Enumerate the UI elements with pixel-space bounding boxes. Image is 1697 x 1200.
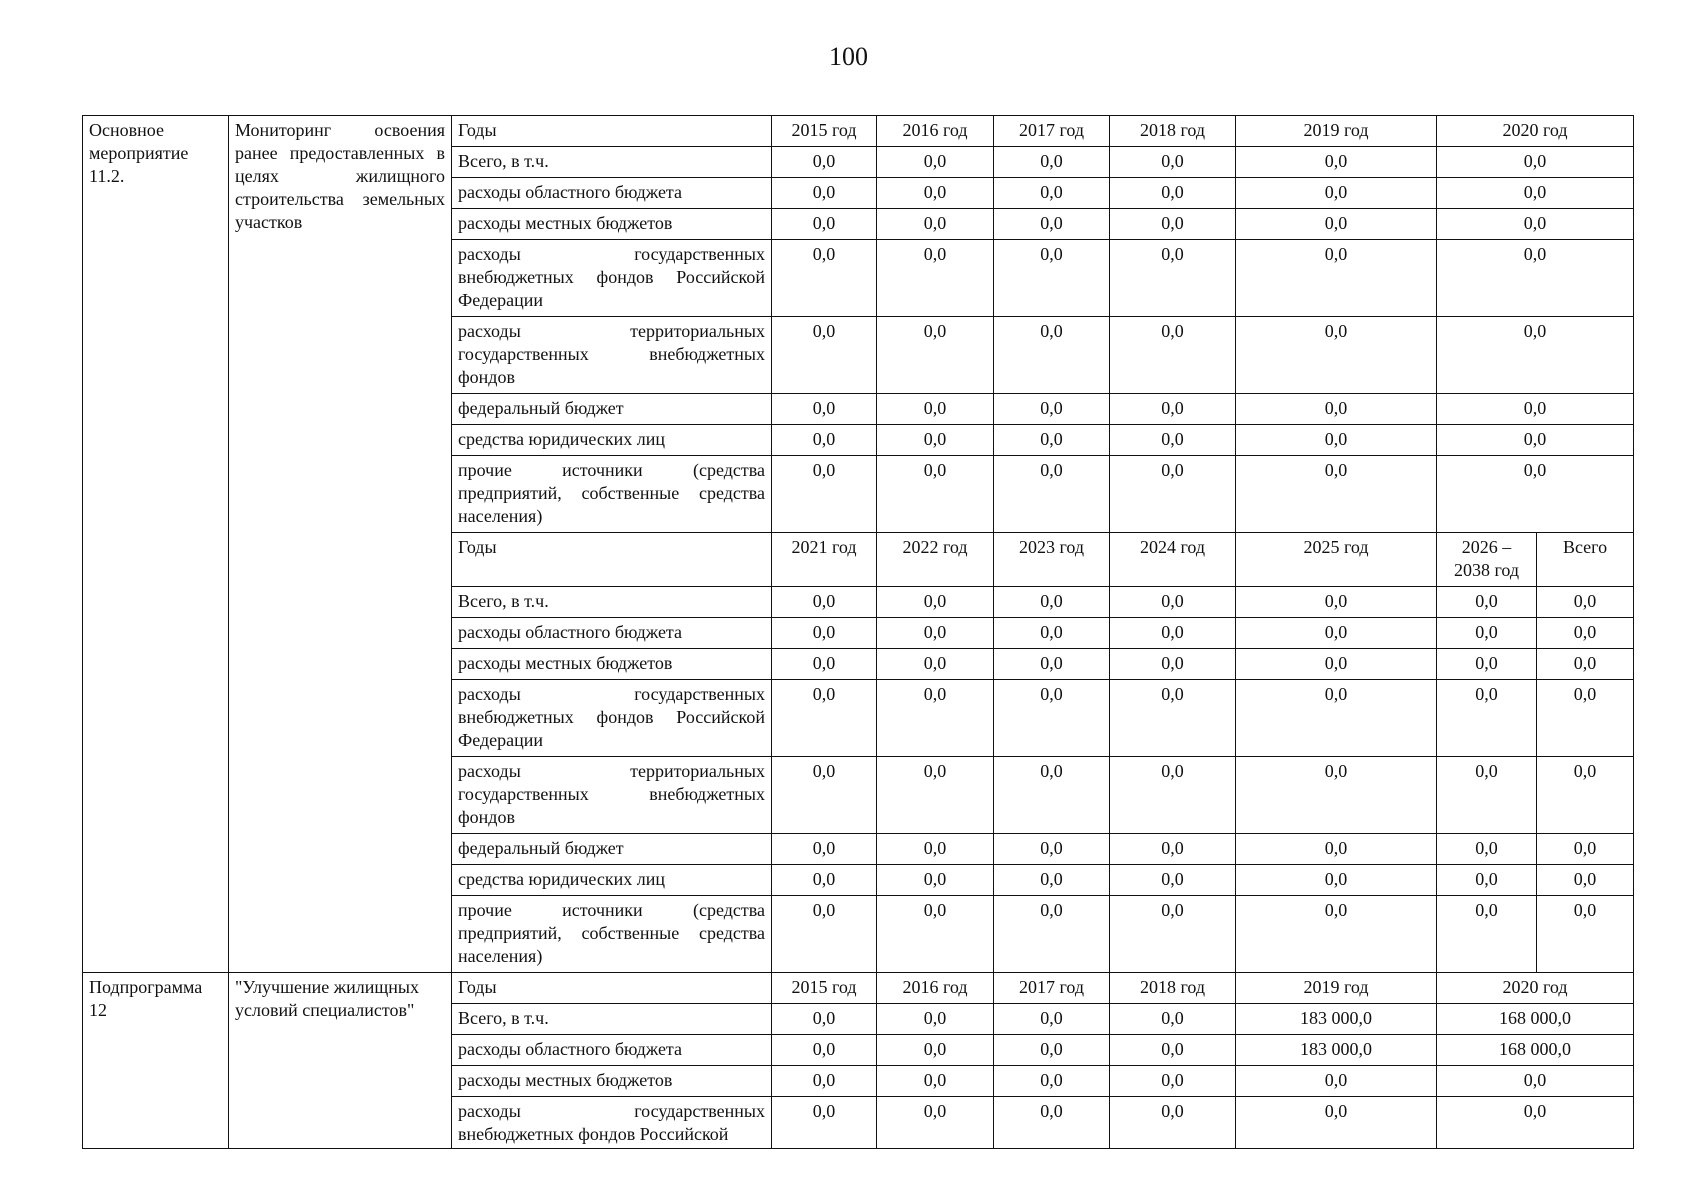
value-cell: 0,0 [1437,865,1537,896]
value-cell: 0,0 [772,680,877,757]
value-cell: 0,0 [772,834,877,865]
value-cell: 0,0 [994,618,1110,649]
value-cell: 0,0 [1110,1035,1236,1066]
value-cell: 0,0 [877,618,994,649]
year-header: 2016 год [877,116,994,147]
value-cell: 0,0 [1437,1097,1634,1149]
value-cell: 0,0 [1437,757,1537,834]
value-cell: 0,0 [772,178,877,209]
value-cell: 0,0 [1236,865,1437,896]
value-cell: 0,0 [1110,649,1236,680]
value-cell: 0,0 [772,1097,877,1149]
value-cell: 0,0 [772,209,877,240]
value-cell: 0,0 [877,649,994,680]
value-cell: 0,0 [1236,680,1437,757]
table-row [83,973,1634,1004]
row-label: прочие источники (средства предприятий, собственные средства населения) [452,456,772,533]
event-code-cell: Основное мероприятие 11.2. [83,116,229,973]
value-cell: 0,0 [772,1066,877,1097]
value-cell: 0,0 [877,1035,994,1066]
value-cell: 0,0 [1437,394,1634,425]
value-cell: 0,0 [772,618,877,649]
value-cell: 0,0 [877,1004,994,1035]
value-cell: 0,0 [994,394,1110,425]
value-cell: 0,0 [1236,178,1437,209]
subprogram-name-cell: "Улучшение жилищных условий специалистов" [229,973,452,1149]
value-cell: 183 000,0 [1236,1004,1437,1035]
value-cell: 0,0 [1110,896,1236,973]
value-cell: 0,0 [1236,209,1437,240]
value-cell: 0,0 [1437,834,1537,865]
value-cell: 0,0 [772,240,877,317]
value-cell: 0,0 [877,757,994,834]
value-cell: 0,0 [1110,394,1236,425]
value-cell: 0,0 [1437,209,1634,240]
value-cell: 0,0 [1110,456,1236,533]
row-label: расходы государственных внебюджетных фондов Российской Федерации [452,240,772,317]
year-header: 2020 год [1437,116,1634,147]
value-cell: 0,0 [1110,317,1236,394]
value-cell: 0,0 [994,456,1110,533]
value-cell: 0,0 [877,865,994,896]
row-label: средства юридических лиц [452,865,772,896]
value-cell: 0,0 [772,1004,877,1035]
year-header: 2019 год [1236,973,1437,1004]
value-cell: 0,0 [877,178,994,209]
row-label: расходы территориальных государственных внебюджетных фондов [452,317,772,394]
value-cell: 0,0 [877,394,994,425]
value-cell: 0,0 [877,1066,994,1097]
value-cell: 0,0 [772,147,877,178]
years-header-label: Годы [452,116,772,147]
value-cell: 0,0 [1110,865,1236,896]
value-cell: 0,0 [1236,649,1437,680]
year-header: 2020 год [1437,973,1634,1004]
year-header: 2024 год [1110,533,1236,587]
row-label: расходы местных бюджетов [452,1066,772,1097]
year-header: 2021 год [772,533,877,587]
row-label: прочие источники (средства предприятий, собственные средства населения) [452,896,772,973]
value-cell: 0,0 [1236,240,1437,317]
value-cell: 0,0 [1110,1097,1236,1149]
row-label: федеральный бюджет [452,834,772,865]
row-label: расходы государственных внебюджетных фондов Российской [452,1097,772,1149]
value-cell: 0,0 [1537,834,1634,865]
value-cell: 0,0 [1110,618,1236,649]
value-cell: 0,0 [1110,1004,1236,1035]
value-cell: 0,0 [1236,147,1437,178]
value-cell: 0,0 [1236,757,1437,834]
value-cell: 0,0 [1437,147,1634,178]
value-cell: 0,0 [994,649,1110,680]
value-cell: 0,0 [994,896,1110,973]
value-cell: 0,0 [877,834,994,865]
value-cell: 0,0 [877,240,994,317]
value-cell: 0,0 [877,456,994,533]
value-cell: 0,0 [877,587,994,618]
year-header: 2017 год [994,116,1110,147]
value-cell: 0,0 [1437,649,1537,680]
event-name-cell: Мониторинг освоения ранее предоставленных в целях жилищного строительства земельных участков [229,116,452,973]
value-cell: 0,0 [1110,680,1236,757]
row-label: расходы местных бюджетов [452,209,772,240]
value-cell: 0,0 [994,587,1110,618]
value-cell: 0,0 [994,1004,1110,1035]
value-cell: 0,0 [994,178,1110,209]
value-cell: 0,0 [994,317,1110,394]
value-cell: 0,0 [1110,240,1236,317]
year-header: 2025 год [1236,533,1437,587]
row-label: расходы территориальных государственных внебюджетных фондов [452,757,772,834]
total-header: Всего [1537,533,1634,587]
year-header: 2022 год [877,533,994,587]
year-header: 2016 год [877,973,994,1004]
value-cell: 0,0 [994,834,1110,865]
value-cell: 0,0 [772,317,877,394]
value-cell: 0,0 [1236,394,1437,425]
row-label: федеральный бюджет [452,394,772,425]
value-cell: 0,0 [1236,834,1437,865]
value-cell: 0,0 [1236,587,1437,618]
value-cell: 0,0 [1537,680,1634,757]
value-cell: 0,0 [1110,178,1236,209]
value-cell: 0,0 [994,1097,1110,1149]
page-number: 100 [829,42,868,71]
value-cell: 0,0 [1110,757,1236,834]
table-row [83,116,1634,147]
value-cell: 0,0 [1537,757,1634,834]
value-cell: 0,0 [1236,1097,1437,1149]
row-label: Всего, в т.ч. [452,1004,772,1035]
years-header-label: Годы [452,533,772,587]
value-cell: 0,0 [1437,240,1634,317]
value-cell: 0,0 [1437,587,1537,618]
value-cell: 0,0 [1537,618,1634,649]
value-cell: 0,0 [1537,649,1634,680]
value-cell: 0,0 [994,240,1110,317]
value-cell: 0,0 [1110,1066,1236,1097]
row-label: расходы областного бюджета [452,1035,772,1066]
value-cell: 0,0 [877,1097,994,1149]
value-cell: 0,0 [1537,587,1634,618]
value-cell: 0,0 [772,587,877,618]
value-cell: 0,0 [994,425,1110,456]
value-cell: 0,0 [877,680,994,757]
value-cell: 0,0 [994,757,1110,834]
year-header: 2023 год [994,533,1110,587]
value-cell: 183 000,0 [1236,1035,1437,1066]
value-cell: 168 000,0 [1437,1035,1634,1066]
value-cell: 0,0 [1437,680,1537,757]
value-cell: 0,0 [772,1035,877,1066]
row-label: расходы областного бюджета [452,618,772,649]
value-cell: 0,0 [772,649,877,680]
year-header: 2019 год [1236,116,1437,147]
value-cell: 168 000,0 [1437,1004,1634,1035]
value-cell: 0,0 [994,1066,1110,1097]
value-cell: 0,0 [877,896,994,973]
subprogram-code-cell: Подпрограмма 12 [83,973,229,1149]
value-cell: 0,0 [772,456,877,533]
value-cell: 0,0 [1236,618,1437,649]
value-cell: 0,0 [877,209,994,240]
value-cell: 0,0 [1110,834,1236,865]
value-cell: 0,0 [772,896,877,973]
value-cell: 0,0 [1537,896,1634,973]
row-label: расходы государственных внебюджетных фондов Российской Федерации [452,680,772,757]
value-cell: 0,0 [1437,317,1634,394]
value-cell: 0,0 [772,394,877,425]
value-cell: 0,0 [772,865,877,896]
value-cell: 0,0 [1437,1066,1634,1097]
value-cell: 0,0 [1437,456,1634,533]
value-cell: 0,0 [1437,178,1634,209]
value-cell: 0,0 [1110,425,1236,456]
value-cell: 0,0 [994,209,1110,240]
value-cell: 0,0 [772,425,877,456]
year-header: 2026 – 2038 год [1437,533,1537,587]
value-cell: 0,0 [1110,587,1236,618]
year-header: 2015 год [772,973,877,1004]
value-cell: 0,0 [994,147,1110,178]
row-label: расходы местных бюджетов [452,649,772,680]
value-cell: 0,0 [1110,209,1236,240]
value-cell: 0,0 [994,680,1110,757]
row-label: средства юридических лиц [452,425,772,456]
value-cell: 0,0 [1236,317,1437,394]
value-cell: 0,0 [994,865,1110,896]
value-cell: 0,0 [772,757,877,834]
row-label: Всего, в т.ч. [452,147,772,178]
year-header: 2015 год [772,116,877,147]
value-cell: 0,0 [1437,896,1537,973]
value-cell: 0,0 [1236,456,1437,533]
value-cell: 0,0 [877,147,994,178]
value-cell: 0,0 [877,425,994,456]
year-header: 2017 год [994,973,1110,1004]
value-cell: 0,0 [1110,147,1236,178]
value-cell: 0,0 [1437,425,1634,456]
value-cell: 0,0 [994,1035,1110,1066]
value-cell: 0,0 [877,317,994,394]
value-cell: 0,0 [1236,425,1437,456]
value-cell: 0,0 [1437,618,1537,649]
value-cell: 0,0 [1537,865,1634,896]
year-header: 2018 год [1110,973,1236,1004]
years-header-label: Годы [452,973,772,1004]
year-header: 2018 год [1110,116,1236,147]
value-cell: 0,0 [1236,896,1437,973]
row-label: Всего, в т.ч. [452,587,772,618]
value-cell: 0,0 [1236,1066,1437,1097]
row-label: расходы областного бюджета [452,178,772,209]
financing-table [82,115,1634,1149]
